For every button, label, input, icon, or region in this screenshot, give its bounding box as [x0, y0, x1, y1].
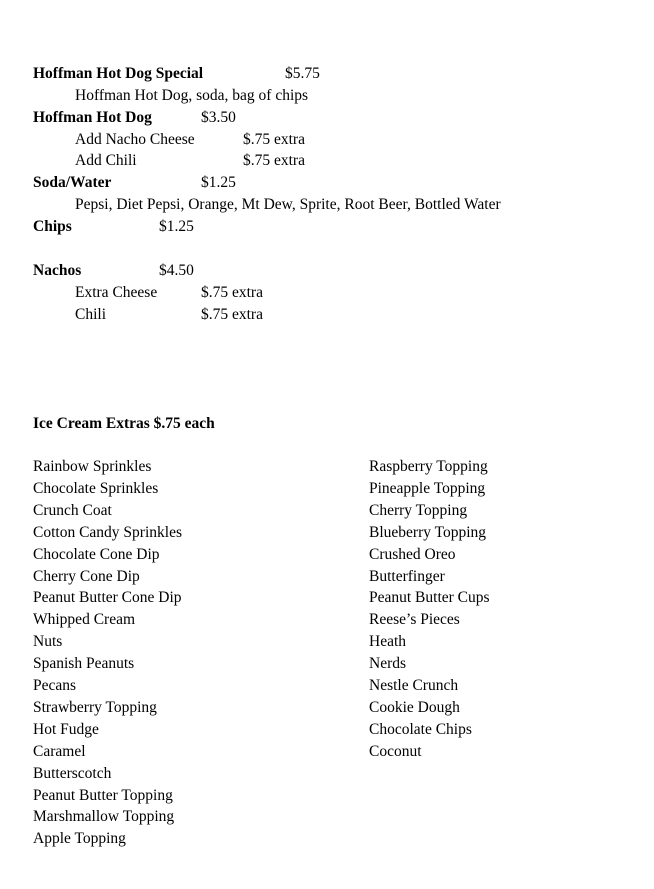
extras-item: Butterfinger: [369, 568, 445, 585]
extras-item: Apple Topping: [33, 830, 126, 847]
extras-item: Chocolate Chips: [369, 721, 472, 738]
nachos-name: Nachos: [33, 262, 82, 279]
extras-item: Peanut Butter Topping: [33, 787, 173, 804]
nachos-price: $4.50: [159, 262, 194, 279]
extras-item: Raspberry Topping: [369, 458, 488, 475]
extras-item: Nestle Crunch: [369, 677, 459, 694]
special-name: Hoffman Hot Dog Special: [33, 65, 204, 82]
nachos-addon-price: $.75 extra: [201, 284, 263, 301]
extras-item: Rainbow Sprinkles: [33, 458, 152, 475]
extras-item: Pineapple Topping: [369, 480, 486, 497]
extras-item: Peanut Butter Cups: [369, 589, 490, 606]
extras-item: Coconut: [369, 743, 422, 760]
special-description: Hoffman Hot Dog, soda, bag of chips: [75, 87, 309, 104]
nachos-addon-price: $.75 extra: [201, 306, 263, 323]
extras-item: Cookie Dough: [369, 699, 460, 716]
extras-item: Spanish Peanuts: [33, 655, 135, 672]
extras-item: Nuts: [33, 633, 63, 650]
extras-item: Reese’s Pieces: [369, 611, 460, 628]
soda-name: Soda/Water: [33, 174, 112, 191]
extras-item: Cotton Candy Sprinkles: [33, 524, 182, 541]
extras-item: Crunch Coat: [33, 502, 112, 519]
hotdog-addon-price: $.75 extra: [243, 152, 305, 169]
extras-item: Cherry Cone Dip: [33, 568, 140, 585]
extras-item: Marshmallow Topping: [33, 808, 175, 825]
extras-item: Pecans: [33, 677, 77, 694]
nachos-addon-label: Extra Cheese: [75, 284, 158, 301]
hotdog-addon-price: $.75 extra: [243, 131, 305, 148]
extras-item: Crushed Oreo: [369, 546, 456, 563]
extras-heading: Ice Cream Extras $.75 each: [33, 415, 215, 432]
extras-item: Nerds: [369, 655, 407, 672]
extras-item: Cherry Topping: [369, 502, 468, 519]
extras-item: Hot Fudge: [33, 721, 99, 738]
extras-item: Whipped Cream: [33, 611, 136, 628]
hotdog-name: Hoffman Hot Dog: [33, 109, 152, 126]
extras-item: Heath: [369, 633, 407, 650]
extras-item: Blueberry Topping: [369, 524, 487, 541]
soda-description: Pepsi, Diet Pepsi, Orange, Mt Dew, Sprite, Root Beer, Bottled Water: [75, 196, 501, 213]
special-price: $5.75: [285, 65, 320, 82]
extras-item: Strawberry Topping: [33, 699, 157, 716]
hotdog-price: $3.50: [201, 109, 236, 126]
extras-item: Chocolate Sprinkles: [33, 480, 159, 497]
soda-price: $1.25: [201, 174, 236, 191]
chips-price: $1.25: [159, 218, 194, 235]
extras-item: Chocolate Cone Dip: [33, 546, 160, 563]
nachos-addon-label: Chili: [75, 306, 107, 323]
extras-item: Butterscotch: [33, 765, 112, 782]
extras-item: Peanut Butter Cone Dip: [33, 589, 182, 606]
extras-item: Caramel: [33, 743, 86, 760]
hotdog-addon-label: Add Chili: [75, 152, 137, 169]
hotdog-addon-label: Add Nacho Cheese: [75, 131, 195, 148]
chips-name: Chips: [33, 218, 72, 235]
